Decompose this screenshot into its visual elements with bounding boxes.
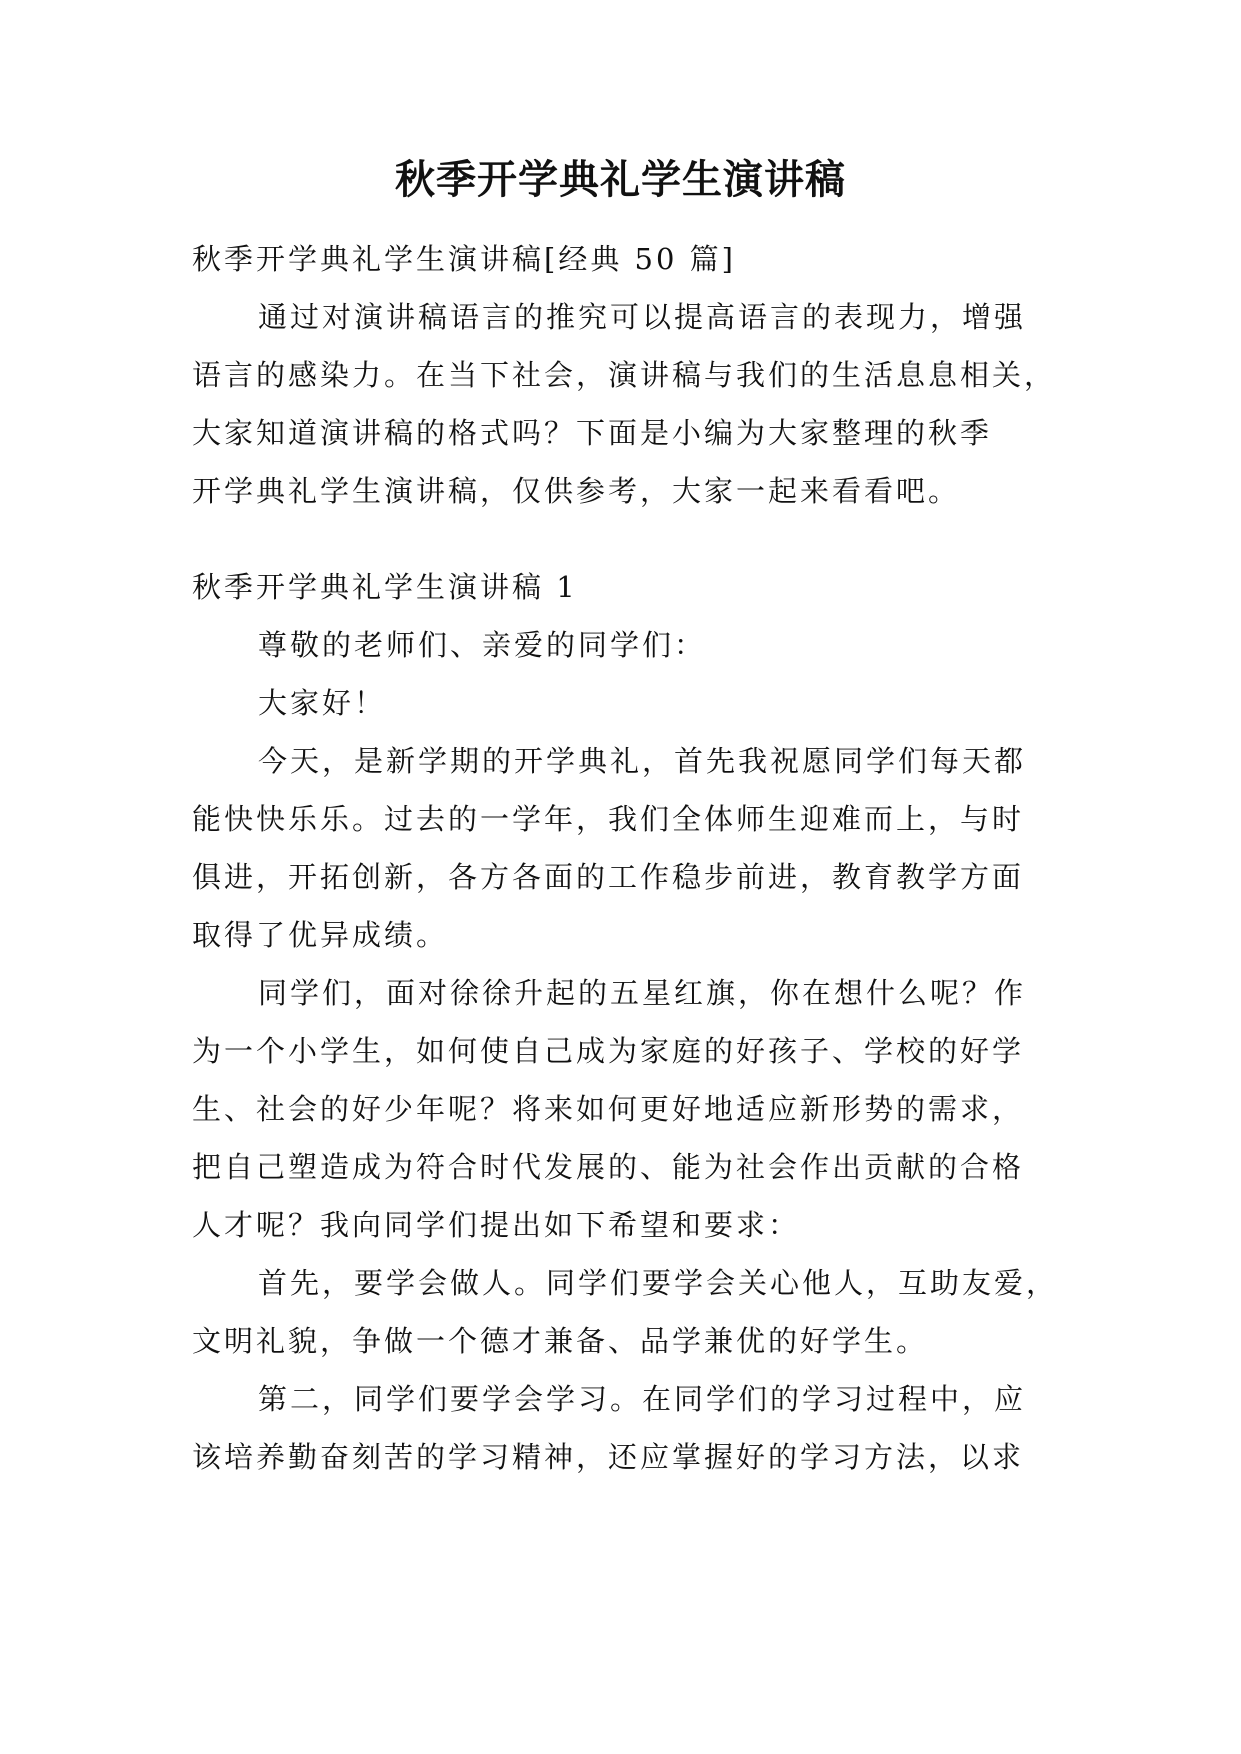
paragraph-line: 同学们，面对徐徐升起的五星红旗，你在想什么呢？作 — [258, 976, 1027, 1010]
greeting: 大家好！ — [258, 686, 387, 720]
intro-line: 通过对演讲稿语言的推究可以提高语言的表现力，增强 — [258, 300, 1027, 334]
paragraph-line: 第二，同学们要学会学习。在同学们的学习过程中，应 — [258, 1382, 1027, 1416]
paragraph-line: 取得了优异成绩。 — [192, 918, 449, 952]
paragraph-line: 为一个小学生，如何使自己成为家庭的好孩子、学校的好学 — [192, 1034, 1025, 1068]
paragraph-line: 今天，是新学期的开学典礼，首先我祝愿同学们每天都 — [258, 744, 1027, 778]
paragraph-line: 能快快乐乐。过去的一学年，我们全体师生迎难而上，与时 — [192, 802, 1025, 836]
speech-block — [192, 558, 1062, 1486]
paragraph-line: 生、社会的好少年呢？将来如何更好地适应新形势的需求， — [192, 1092, 1025, 1126]
intro-line: 语言的感染力。在当下社会，演讲稿与我们的生活息息相关， — [192, 358, 1057, 392]
paragraph-line: 文明礼貌，争做一个德才兼备、品学兼优的好学生。 — [192, 1324, 929, 1358]
intro-line: 大家知道演讲稿的格式吗？下面是小编为大家整理的秋季 — [192, 416, 993, 450]
paragraph-line: 首先，要学会做人。同学们要学会关心他人，互助友爱， — [258, 1266, 1059, 1300]
document-title: 秋季开学典礼学生演讲稿 — [395, 157, 846, 203]
heading-line: 秋季开学典礼学生演讲稿[经典 50 篇] — [192, 242, 736, 276]
paragraph-line: 该培养勤奋刻苦的学习精神，还应掌握好的学习方法，以求 — [192, 1440, 1025, 1474]
paragraph-line: 人才呢？我向同学们提出如下希望和要求： — [192, 1208, 801, 1242]
salutation: 尊敬的老师们、亲爱的同学们： — [258, 628, 707, 662]
intro-block — [192, 230, 1062, 520]
paragraph-line: 俱进，开拓创新，各方各面的工作稳步前进，教育教学方面 — [192, 860, 1025, 894]
paragraph-line: 把自己塑造成为符合时代发展的、能为社会作出贡献的合格 — [192, 1150, 1025, 1184]
section-heading: 秋季开学典礼学生演讲稿 1 — [192, 570, 578, 604]
intro-line: 开学典礼学生演讲稿，仅供参考，大家一起来看看吧。 — [192, 474, 961, 508]
